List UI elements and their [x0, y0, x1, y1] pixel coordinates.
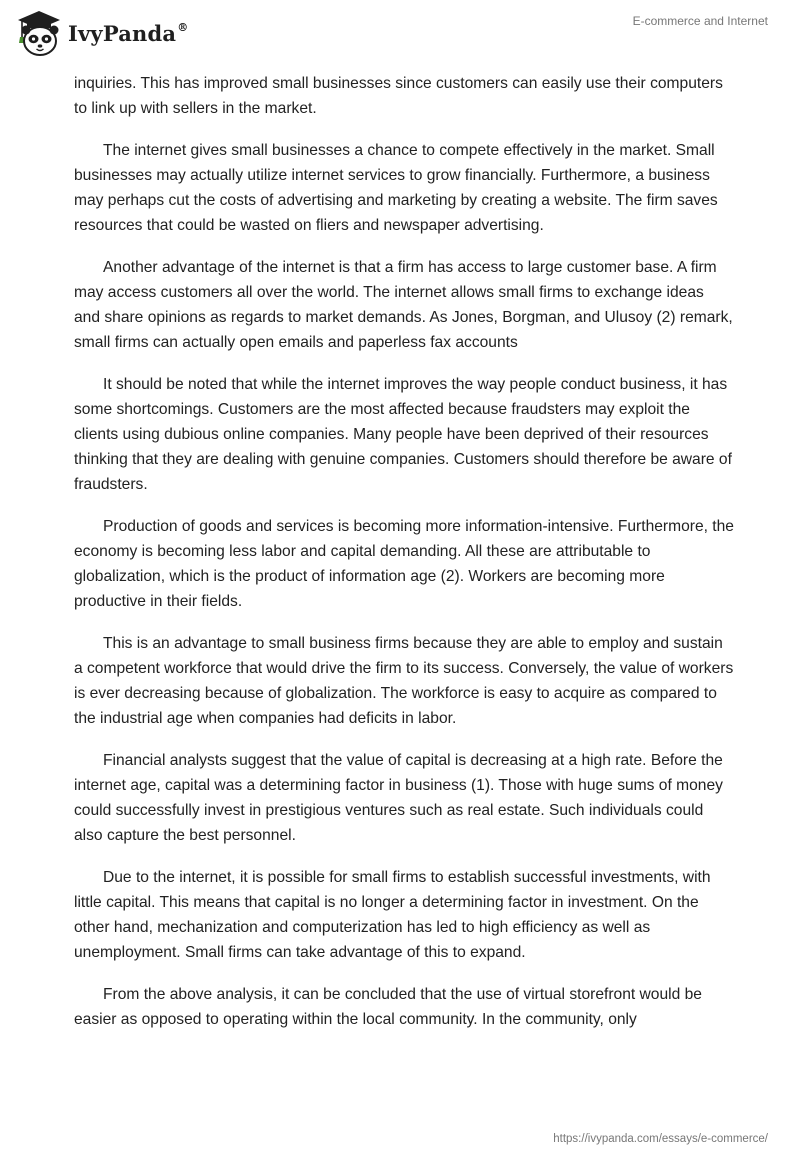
- brand-name: [68, 21, 188, 46]
- paragraph: It should be noted that while the internet improves the way people conduct business, it has some shortcomings. Customers are the most affected because fraudsters may exploit the clients using dubious online companies. Many people have been deprived of their resources thinking that they are dealing with genuine companies. Customers should therefore be aware of fraudsters.: [74, 376, 732, 493]
- paragraph: From the above analysis, it can be concluded that the use of virtual storefront would be easier as opposed to operating within the local community. In the community, only: [74, 986, 702, 1028]
- document-title: E-commerce and Internet: [632, 14, 768, 28]
- panda-graduate-icon: [14, 9, 64, 57]
- brand-logo[interactable]: [14, 9, 188, 57]
- paragraph: inquiries. This has improved small businesses since customers can easily use their computers to link up with sellers in the market.: [74, 75, 723, 117]
- paragraph: Financial analysts suggest that the value of capital is decreasing at a high rate. Before the internet age, capital was a determining factor in business (1). Those with huge sums of money could successfully invest in prestigious ventures such as real estate. Such individuals could also capture the best personnel.: [74, 752, 723, 844]
- paragraph: Due to the internet, it is possible for small firms to establish successful investments, with little capital. This means that capital is no longer a determining factor in investment. On the other hand, mechanization and computerization has led to high efficiency as well as unemployment. Small firms can take advantage of this to expand.: [74, 869, 711, 961]
- paragraph: The internet gives small businesses a chance to compete effectively in the market. Small businesses may actually utilize internet services to grow financially. Furthermore, a business may perhaps cut the costs of advertising and marketing by creating a website. The firm saves resources that could be wasted on fliers and newspaper advertising.: [74, 142, 718, 234]
- paragraph: This is an advantage to small business firms because they are able to employ and sustain a competent workforce that would drive the firm to its success. Conversely, the value of workers is ever decreasing because of globalization. The workforce is easy to acquire as compared to the industrial age when companies had deficits in labor.: [74, 635, 734, 727]
- paragraph: Production of goods and services is becoming more information-intensive. Furthermore, the economy is becoming less labor and capital demanding. All these are attributable to globalization, which is the product of information age (2). Workers are becoming more productive in their fields.: [74, 518, 734, 610]
- paragraph: Another advantage of the internet is that a firm has access to large customer base. A firm may access customers all over the world. The internet allows small firms to exchange ideas and share opinions as regards to market demands. As Jones, Borgman, and Ulusoy (2) remark, small firms can actually open emails and paperless fax accounts: [74, 259, 733, 351]
- page-header: [0, 0, 800, 70]
- essay-body: [74, 71, 734, 1049]
- trademark-symbol: ®: [177, 20, 189, 34]
- brand-name-text: IvyPanda: [68, 20, 177, 46]
- source-url[interactable]: https://ivypanda.com/essays/e-commerce/: [553, 1133, 768, 1145]
